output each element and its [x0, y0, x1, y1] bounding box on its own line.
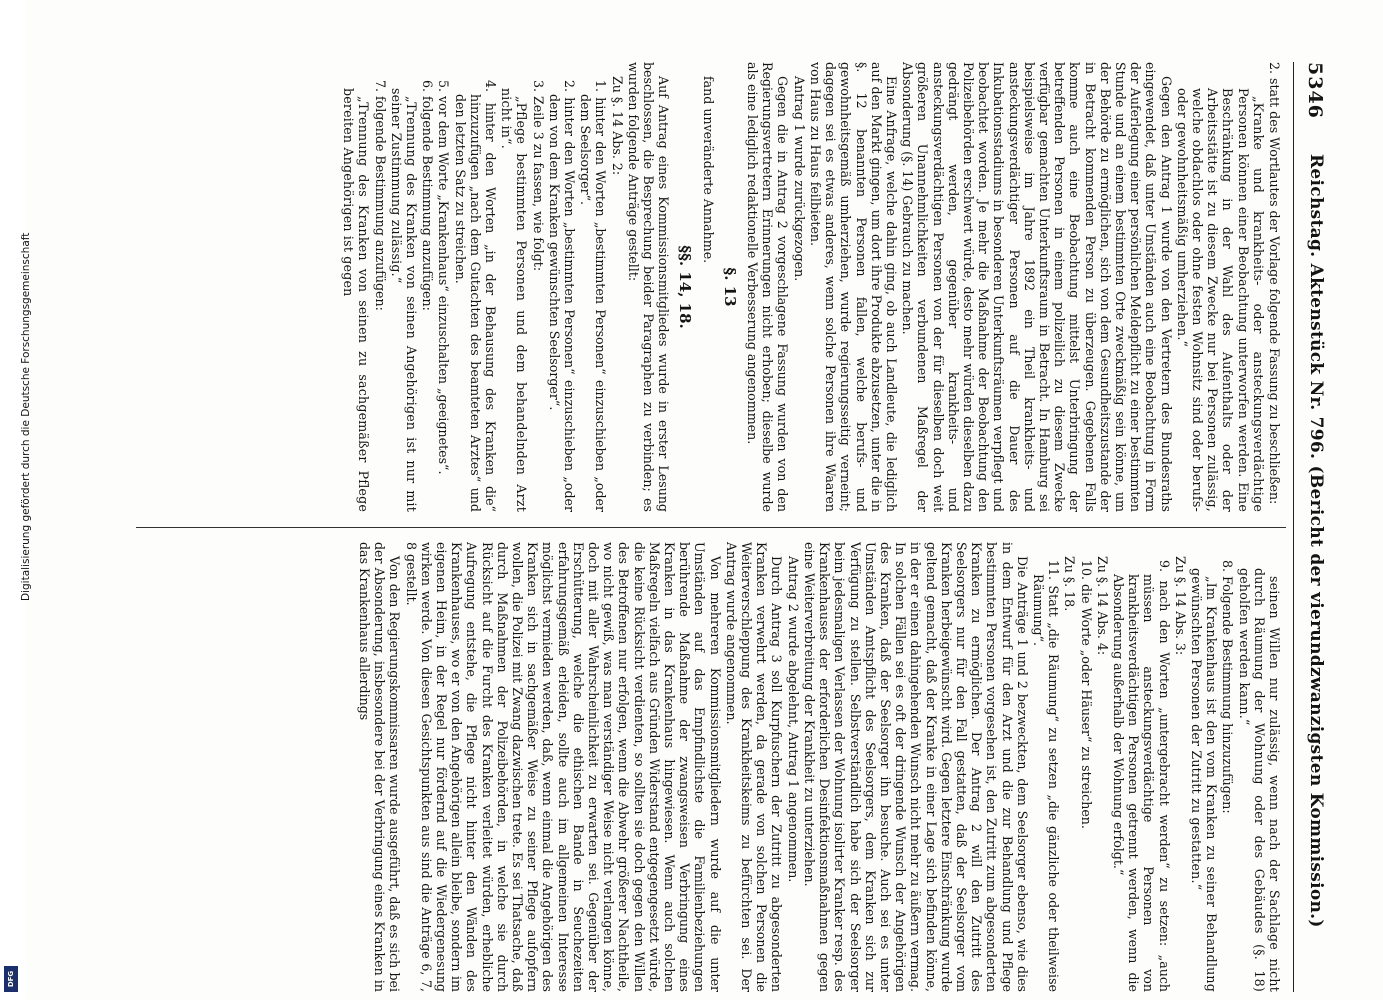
paragraph: Zu §. 14 Abs. 4:: [1094, 556, 1110, 656]
paragraph: Auf Antrag eines Kommissionsmitgliedes wurde in erster Lesung beschlossen, die Besprechung beider Paragraphen zu verbinden; es wurden folgende Anträge gestellt:: [625, 62, 672, 512]
paragraph: Zu §. 14 Abs. 2:: [609, 76, 625, 176]
paragraph: 8. Folgende Bestimmung hinzuzufügen:: [1220, 560, 1236, 814]
paragraph: „Pflege bestimmten Personen und dem behandelnden Arzt nicht in“.: [499, 88, 530, 512]
paragraph: „Trennung des Kranken von seinen zu sachgemäßer Pflege bereiten Angehörigen ist gegen: [341, 88, 372, 512]
page-number: 5346: [1304, 62, 1326, 119]
right-column: [132, 542, 1282, 992]
paragraph: 6. folgende Bestimmung anzufügen:: [420, 80, 436, 311]
section-heading: §. 13: [720, 267, 739, 307]
paragraph: 1. hinter den Worten „bestimmten Personen“ einzuschieben „oder dem Seelsorger“.: [578, 80, 609, 512]
section-heading: §§. 14, 18.: [676, 245, 695, 329]
paragraph: Von mehreren Kommissionsmitgliedern wurde auf die unter Umständen auf das Empfindlichste die Familienbeziehungen berührende Maßnahme der zwangsweisen Verbringung eines Kranken in das Krankenhaus hingewiesen. Wenn auch solchen Maßregeln vielfach aus Gründen Widerstand entgegengesetzt würde, die keine Rücksicht verdienten, so sollten sie doch gegen den Willen des Betroffenen nur erfolgen, wenn die Abwehr größerer Nachtheile, wo nicht gewiß, was man verständiger Weise nicht verlangen könne, doch mit aller Wahrscheinlichkeit zu erwarten sei. Gegenüber der Erschütterung, welche die ethischen Bande in Seuchezeiten erfahrungsgemäß erleiden, sollte auch im allgemeinen Interesse möglichst vermieden werden, daß, wenn einmal die Angehörigen des Kranken sich in sachgemäßer Weise zu seiner Pflege aufopfern wollen, die Polizei mit Zwang dazwischen trete. Es sei Thatsache, daß durch Maßnahmen der Polizeibehörden, in welche sie durch Rücksicht auf die Furcht des Kranken verleitet würden, erhebliche Aufregung entstehe, die Pflege nicht hinter den Wänden des Krankenhauses, wo er von den Angehörigen allein bleibe, sondern im eigenen Heim, in der Regel nur fördernd auf die Wiedergenesung wirken werde. Von diesen Gesichtspunkten aus sind die Anträge 6, 7, 8 gestellt.: [403, 542, 723, 992]
paragraph: Eine Anfrage, welche dahin ging, ob auch Landleute, die lediglich auf den Markt gingen, um dort ihre Produkte abzusetzen, unter die in §. 12 benannten Personen fallen, welche berufs- und gewohnheitsgemäß umherziehen, wurde regierungsseitig verneint; dagegen sei es etwas anderes, wenn solche Personen ihre Waaren von Haus zu Haus feilbieten.: [807, 62, 899, 512]
paragraph: Zu §. 18.: [1062, 556, 1078, 612]
paragraph: Antrag 1 wurde zurückgezogen.: [791, 76, 807, 282]
paragraph: seinen Willen nur zulässig, wenn nach der Sachlage nicht durch Räumung der Wohnung oder des Gebäudes (§. 18) geholfen werden kann.“: [1236, 568, 1282, 992]
paragraph: Zu §. 14 Abs. 3:: [1172, 556, 1188, 656]
paragraph: „Im Krankenhaus ist den vom Kranken zu seiner Behandlung gewünschten Personen der Zutritt zu gestatten.“: [1188, 568, 1220, 992]
paragraph: 2. hinter den Worten „bestimmten Personen“ einzuschieben „oder dem von dem Kranken gewünschten Seelsorger“.: [546, 80, 578, 512]
dfg-logo: [4, 966, 18, 992]
paragraph: 7. folgende Bestimmung anzufügen:: [372, 80, 388, 311]
left-column: [132, 62, 1282, 512]
funding-credit: Digitalisierung gefördert durch die Deutsche Forschungsgemeinschaft: [20, 232, 32, 601]
dfg-logo-text: DFG: [7, 970, 15, 988]
running-title: Reichstag. Aktenstück Nr. 796. (Bericht der vierundzwanzigsten Kommission.): [1306, 154, 1326, 928]
paragraph: Durch Antrag 3 soll Kurpfuschern der Zutritt zu abgesonderten Kranken verwehrt werden, da gerade von solchen Personen die Weiterverschleppung des Krankheitskeims zu befürchten sei. Der Antrag wurde angenommen.: [723, 542, 785, 992]
printed-page: [65, 62, 1330, 992]
paragraph: Antrag 2 wurde abgelehnt, Antrag 1 angenommen.: [785, 556, 801, 883]
paragraph: Gegen die in Antrag 2 vorgeschlagene Fassung wurden von den Regierungsvertretern Erinnerungen nicht erhoben; dieselbe wurde als eine lediglich redaktionelle Verbesserung angenommen.: [745, 62, 791, 512]
digitization-sidebar: [0, 0, 32, 1000]
paragraph: fand unveränderte Annahme.: [700, 76, 716, 264]
paragraph: Die Anträge 1 und 2 bezweckten, dem Seelsorger ebenso, wie dies in dem Entwurf für den Arzt und die zur Behandlung und Pflege bestimmten Personen vorgesehen ist, den Zutritt zum abgesonderten Kranken zu ermöglichen. Der Antrag 2 will den Zutritt des Seelsorgers nur für den Fall gestatten, daß der Seelsorger vom Kranken herbeigewünscht wird. Gegen letztere Einschränkung wurde geltend gemacht, daß der Kranke in einer Lage sich befinden könne, in der er einen dahingehenden Wunsch nicht mehr zu äußern vermag. In solchen Fällen sei es oft der dringende Wunsch der Angehörigen des Kranken, daß der Seelsorger ihn besuche. Auch sei es unter Umständen Amtspflicht des Seelsorgers, dem Kranken sich zur Verfügung zu stellen. Selbstverständlich habe sich der Seelsorger beim jedesmaligen Verlassen der Wohnung isolirter Kranker resp. des Krankenhauses der erforderlichen Desinfektionsmaßnahmen gegen eine Weiterverbreitung der Krankheit zu unterziehen.: [801, 542, 1030, 992]
paragraph: „Trennung des Kranken von seinen Angehörigen ist nur mit seiner Zustimmung zulässig.“: [388, 88, 420, 512]
paragraph: 5. vor dem Worte „Krankenhaus“ einzuschalten „geeignetes“.: [436, 80, 452, 475]
paragraph: Von den Regierungskommissaren wurde ausgeführt, daß es sich bei der Absonderung, insbesondere bei der Verbringung eines Kranken in das Krankenhaus allerdings: [357, 542, 403, 992]
paragraph: 11. Statt „die Räumung“ zu setzen „die gänzliche oder theilweise Räumung“.: [1030, 560, 1062, 992]
column-divider: [136, 527, 1286, 528]
paragraph: 2. statt des Wortlautes der Vorlage folgende Fassung zu beschließen:: [1267, 62, 1282, 505]
paragraph: 9. nach den Worten „untergebracht werden“ zu setzen: „auch müssen ansteckungsverdächtige Personen von krankheitsverdächtigen Personen getrennt werden, wenn die Absonderung außerhalb der Wohnung erfolgt.“: [1110, 560, 1172, 992]
paragraph: 4. hinter den Worten „in der Behausung des Kranken die“ hinzuzufügen „nach dem Gutachten des beamteten Arztes“ und den letzten Satz zu streichen.: [452, 80, 499, 512]
paragraph: Gegen den Antrag 1 wurde von den Vertretern des Bundesraths eingewendet, daß unter Umständen auch eine Beobachtung in Form der Auferlegung einer persönlichen Meldepflicht zu einer bestimmten Stunde und an einem bestimmten Orte zweckmäßig sein könne, um der Behörde zu ermöglichen, sich von dem Gesundheitszustande der in Betracht kommenden Person zu überzeugen. Gegebenen Falls komme auch eine Beobachtung mittelst Unterbringung der betreffenden Personen in einem polizeilich zu diesem Zwecke verfügbar gemachten Unterkunftsraum in Betracht. In Hamburg sei beispielsweise im Jahre 1892 ein Theil krankheits- und ansteckungsverdächtiger Personen auf die Dauer des Inkubationsstadiums in besonderen Unterkunftsräumen verpflegt und beobachtet worden. Je mehr die Maßnahme der Beobachtung den Polizeibehörden erschwert würde, desto mehr würden dieselben dazu gedrängt werden, gegenüber krankheits- und ansteckungsverdächtigen Personen von der für dieselben doch weit größeren Unannehmlichkeiten verbundenen Maßregel der Absonderung (§. 14) Gebrauch zu machen.: [900, 62, 1174, 512]
paragraph: 3. Zeile 3 zu fassen, wie folgt:: [530, 80, 546, 272]
paragraph: „Kranke und krankheits- oder ansteckungsverdächtige Personen können einer Beobachtung unterworfen werden. Eine Beschränkung in der Wahl des Aufenthalts oder der Arbeitsstätte ist zu diesem Zwecke nur bei Personen zulässig, welche obdachlos oder ohne festen Wohnsitz sind oder berufs- oder gewohnheitsmäßig umherziehen.“: [1174, 88, 1266, 512]
page-header: [1293, 62, 1330, 992]
paragraph: 10. die Worte „oder Häuser“ zu streichen.: [1078, 560, 1094, 829]
